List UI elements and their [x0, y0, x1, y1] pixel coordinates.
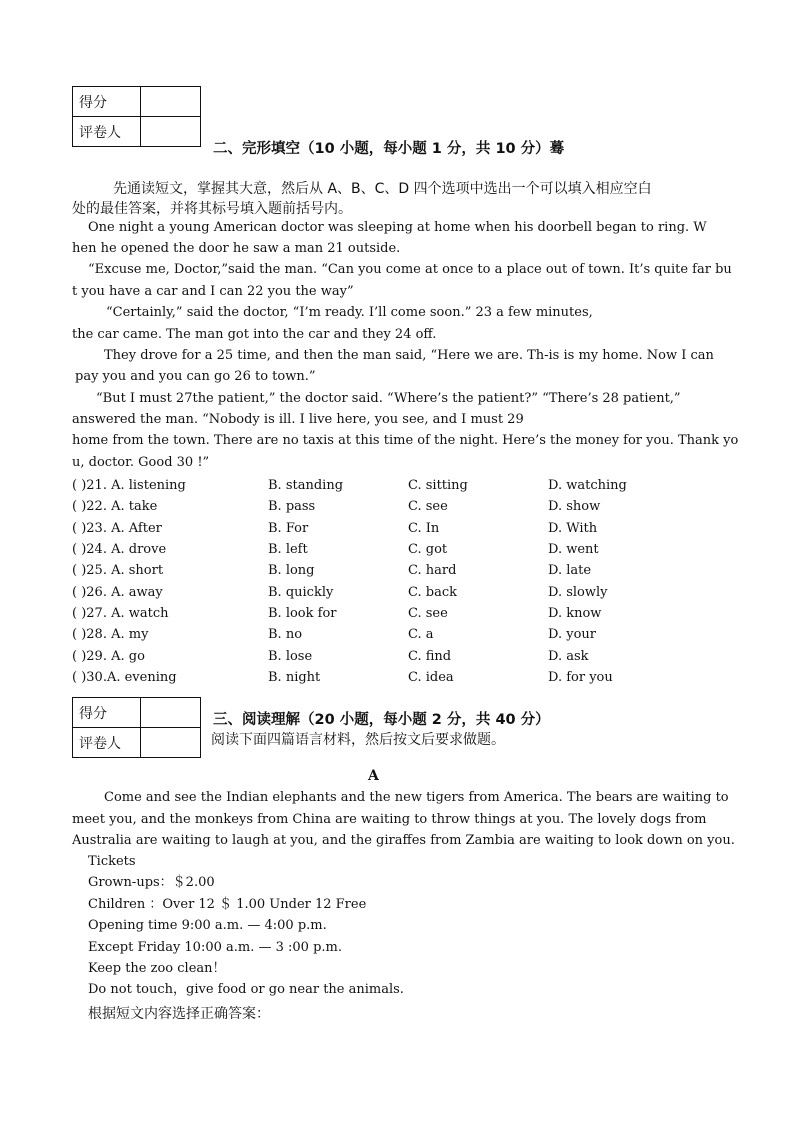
score-box-1	[72, 86, 201, 147]
option-c: C. got	[408, 542, 448, 558]
passage-line: hen he opened the door he saw a man 21 outside.	[72, 241, 401, 256]
section2-instruction-2: 处的最佳答案，并将其标号填入题前括号内。	[72, 201, 352, 217]
passage-line: “Excuse me, Doctor,”said the man. “Can you come at once to a place out of town. It’s quite far bu	[88, 262, 732, 277]
notice-line: Grown-ups：＄2.00	[88, 875, 215, 890]
option-d: D. your	[548, 627, 596, 643]
option-c: C. find	[408, 648, 452, 664]
score-box-2	[72, 697, 201, 758]
notice-line: Children ：Over 12 ＄ 1.00 Under 12 Free	[88, 897, 367, 912]
question-row	[72, 496, 732, 517]
option-b: B. quickly	[268, 584, 334, 600]
notice-line: Do not touch，give food or go near the animals.	[88, 982, 404, 997]
score-cell[interactable]	[141, 87, 201, 117]
option-a: A. evening	[106, 669, 177, 685]
option-a: A. take	[111, 499, 158, 515]
answer-paren[interactable]: ( )27.	[72, 605, 107, 621]
question-prompt: 根据短文内容选择正确答案：	[88, 1006, 270, 1022]
passage-line: One night a young American doctor was sleeping at home when his doorbell began to ring. W	[88, 220, 707, 235]
passage-a-title: A	[368, 768, 379, 784]
question-row	[72, 475, 732, 496]
option-a: A. go	[111, 648, 145, 664]
question-row	[72, 518, 732, 539]
section3-heading: 三、阅读理解（20 小题，每小题 2 分，共 40 分）	[213, 712, 550, 728]
option-a: A. drove	[111, 542, 167, 558]
option-c: C. sitting	[408, 478, 468, 494]
option-c: C. In	[408, 520, 440, 536]
question-row	[72, 645, 732, 666]
option-a: A. short	[111, 563, 164, 579]
option-b: B. pass	[268, 499, 316, 515]
option-b: B. no	[268, 627, 303, 643]
answer-paren[interactable]: ( )25.	[72, 563, 107, 579]
option-a: A. After	[111, 520, 162, 536]
answer-paren[interactable]: ( )30.	[72, 669, 107, 685]
passage-line: “Certainly,” said the doctor, “I’m ready. I’ll come soon.” 23 a few minutes,	[106, 305, 593, 320]
option-c: C. idea	[408, 669, 454, 685]
option-c: C. see	[408, 499, 448, 515]
option-a: A. listening	[111, 478, 186, 494]
passage-a-line: meet you, and the monkeys from China are waiting to throw things at you. The lovely dogs from	[72, 812, 707, 827]
option-a: A. my	[111, 627, 149, 643]
option-d: D. With	[548, 520, 598, 536]
score-cell[interactable]	[141, 698, 201, 728]
notice-line: Except Friday 10:00 a.m. — 3 :00 p.m.	[88, 940, 342, 955]
option-b: B. For	[268, 520, 309, 536]
passage-line: pay you and you can go 26 to town.”	[75, 369, 316, 384]
notice-line: Keep the zoo clean！	[88, 961, 226, 976]
answer-paren[interactable]: ( )22.	[72, 499, 107, 515]
option-d: D. for you	[548, 669, 613, 685]
option-d: D. know	[548, 605, 602, 621]
question-row	[72, 667, 732, 688]
section3-instruction: 阅读下面四篇语言材料，然后按文后要求做题。	[211, 732, 505, 748]
passage-line: the car came. The man got into the car and they 24 off.	[72, 327, 437, 342]
notice-line: Tickets	[88, 854, 136, 869]
option-b: B. lose	[268, 648, 313, 664]
option-d: D. watching	[548, 478, 627, 494]
option-d: D. slowly	[548, 584, 608, 600]
option-c: C. see	[408, 605, 448, 621]
answer-paren[interactable]: ( )28.	[72, 627, 107, 643]
section2-instruction-1: 先通读短文，掌握其大意，然后从 A、B、C、D 四个选项中选出一个可以填入相应空白	[113, 181, 652, 197]
question-row	[72, 539, 732, 560]
grader-label: 评卷人	[73, 728, 141, 758]
option-a: A. watch	[111, 605, 169, 621]
option-c: C. back	[408, 584, 457, 600]
option-d: D. ask	[548, 648, 589, 664]
option-b: B. standing	[268, 478, 344, 494]
passage-a-line: Australia are waiting to laugh at you, and the giraffes from Zambia are waiting to look down on you.	[72, 833, 735, 848]
score-label: 得分	[73, 87, 141, 117]
answer-paren[interactable]: ( )21.	[72, 478, 107, 494]
passage-line: home from the town. There are no taxis at this time of the night. Here’s the money for you. Thank yo	[72, 433, 739, 448]
question-row	[72, 581, 732, 602]
option-d: D. show	[548, 499, 601, 515]
score-label: 得分	[73, 698, 141, 728]
question-row	[72, 603, 732, 624]
option-d: D. went	[548, 542, 599, 558]
section2-heading: 二、完形填空（10 小题，每小题 1 分，共 10 分）蓦	[213, 141, 565, 157]
answer-paren[interactable]: ( )23.	[72, 520, 107, 536]
passage-line: t you have a car and I can 22 you the way”	[72, 284, 354, 299]
option-a: A. away	[111, 584, 163, 600]
option-b: B. left	[268, 542, 308, 558]
passage-line: “But I must 27the patient,” the doctor said. “Where’s the patient?” “There’s 28 patient,”	[96, 391, 681, 406]
option-b: B. long	[268, 563, 315, 579]
answer-paren[interactable]: ( )26.	[72, 584, 107, 600]
answer-paren[interactable]: ( )29.	[72, 648, 107, 664]
passage-line: u, doctor. Good 30 !”	[72, 455, 210, 470]
option-b: B. look for	[268, 605, 337, 621]
answer-paren[interactable]: ( )24.	[72, 542, 107, 558]
option-c: C. hard	[408, 563, 457, 579]
question-row	[72, 624, 732, 645]
passage-a-line: Come and see the Indian elephants and the new tigers from America. The bears are waiting to	[104, 790, 729, 805]
option-b: B. night	[268, 669, 321, 685]
option-d: D. late	[548, 563, 592, 579]
cloze-options	[72, 475, 732, 688]
passage-line: They drove for a 25 time, and then the man said, “Here we are. Th-is is my home. Now I can	[104, 348, 714, 363]
grader-cell[interactable]	[141, 728, 201, 758]
grader-label: 评卷人	[73, 117, 141, 147]
question-row	[72, 560, 732, 581]
option-c: C. a	[408, 627, 434, 643]
passage-line: answered the man. “Nobody is ill. I live here, you see, and I must 29	[72, 412, 524, 427]
grader-cell[interactable]	[141, 117, 201, 147]
notice-line: Opening time 9:00 a.m. — 4:00 p.m.	[88, 918, 327, 933]
